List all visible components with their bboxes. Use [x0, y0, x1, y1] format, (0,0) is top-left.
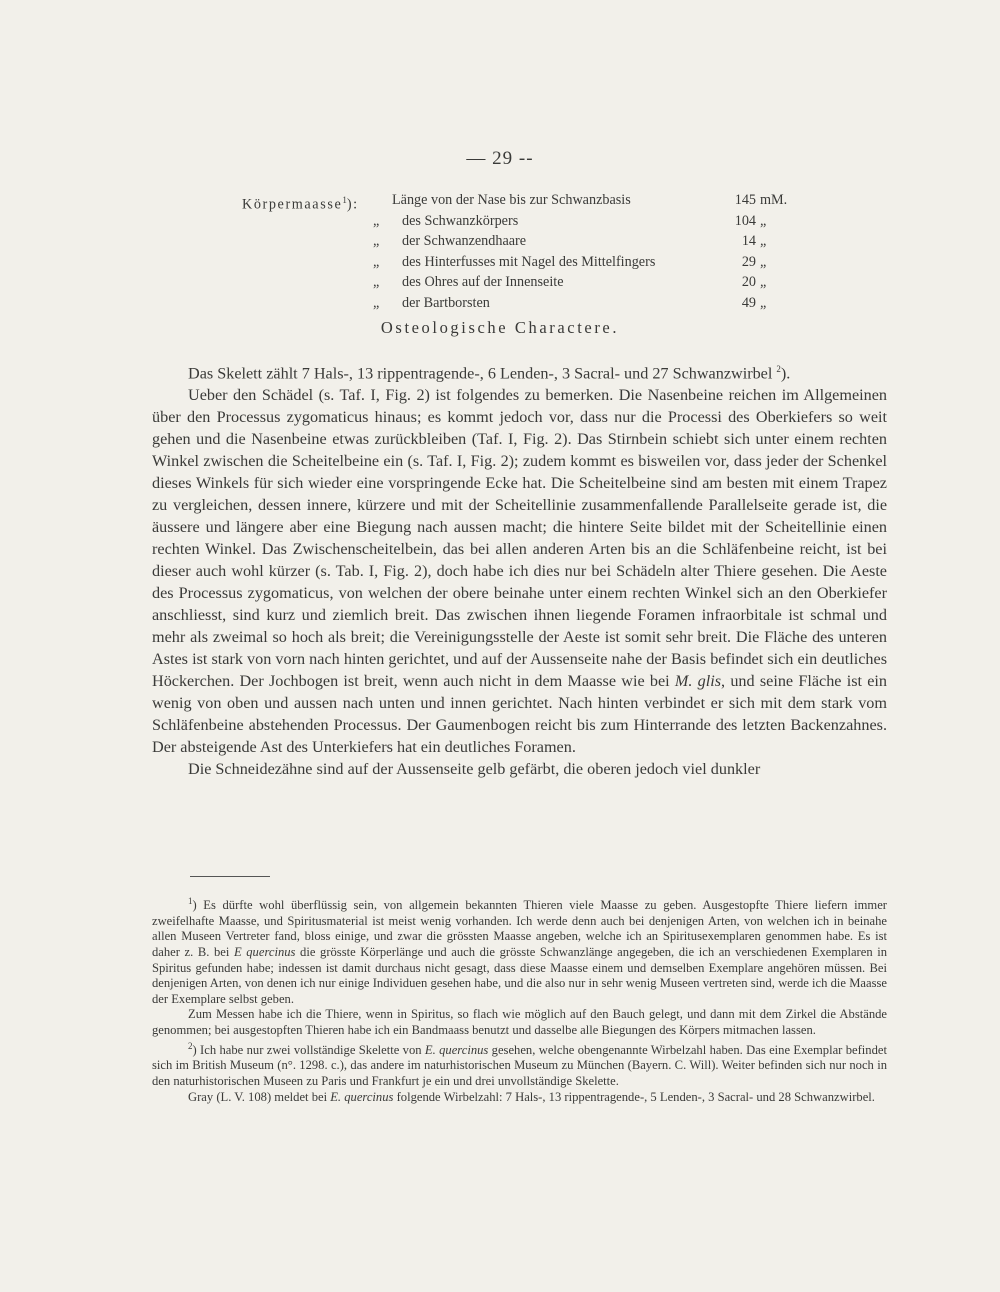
- measurement-value: 20: [741, 274, 756, 290]
- measurement-text: des Schwanzkörpers: [402, 212, 519, 229]
- page-number: — 29 --: [466, 148, 534, 169]
- measurement-unit: „: [760, 294, 767, 311]
- measurement-unit: mM.: [760, 192, 788, 208]
- measurement-value: 29: [741, 253, 756, 270]
- measurement-row: [242, 190, 802, 211]
- measurement-text: des Hinterfusses mit Nagel des Mittelfingers: [402, 253, 656, 270]
- paragraph-teeth: Die Schneidezähne sind auf der Aussenseite gelb gefärbt, die oberen jedoch viel dunkler: [188, 760, 761, 779]
- measurement-row: [242, 272, 802, 293]
- footnote-1-continued: Zum Messen habe ich die Thiere, wenn in Spiritus, so flach wie möglich auf den Bauch gelegt, und dann mit dem Zirkel die Abstände genommen; bei ausgestopften Thieren habe ich ein Bandmaass benutzt und dasselbe alle Biegungen des Körpers mitmachen lassen.: [152, 1007, 887, 1037]
- section-heading: Osteologische Charactere.: [380, 318, 620, 337]
- measurement-unit: „: [760, 212, 767, 229]
- measurements-label-suffix: ):: [346, 196, 359, 213]
- footnote-1: [152, 894, 887, 1007]
- footnote-text: Gray (L. V. 108) meldet bei: [188, 1089, 331, 1104]
- ditto-mark: „: [373, 274, 380, 290]
- ditto-mark: „: [373, 253, 380, 270]
- measurement-unit: „: [760, 274, 767, 290]
- footnote-text: die grösste Körperlänge und auch die grösste Schwanzlänge angegeben, die ich an verschiedenen Exemplaren in Spiritus gefunden habe; indessen ist damit durchaus nicht gesagt, dass diese Maasse einem und demselben Exemplare angehören müssen. Bei denjenigen Arten, von denen ich nur einige Individuen gesehen habe, und die also nur in sehr wenig Museen vertreten sind, werde ich die Maasse der Exemplare selbst geben.: [152, 944, 887, 1006]
- paragraph-text: Ueber den Schädel (s. Taf. I, Fig. 2) ist folgendes zu bemerken. Die Nasenbeine reichen im Allgemeinen über den Processus zygomaticus hinaus; es kommt jedoch vor, dass nur die Processi des Oberkiefers so weit gehen und die Nasenbeine etwas zurückbleiben (Taf. I, Fig. 2). Das Stirnbein schiebt sich unter einem rechten Winkel zwischen die Scheitelbeine ein (s. Taf. I, Fig. 2); zudem kommt es bisweilen vor, dass jeder der Schenkel dieses Winkels für sich wieder eine vorspringende Ecke hat. Die Scheitelbeine sind am besten mit einem Trapez zu vergleichen, dessen innere, kürzere und mit der Scheitellinie zusammenfallende Parallelseite gerade ist, die äussere und längere aber eine Biegung nach aussen macht; die hintere Seite bildet mit der Scheitellinie einen rechten Winkel. Das Zwischenscheitelbein, das bei allen anderen Arten bis an die Schläfenbeine reicht, ist bei dieser auch wohl kürzer (s. Tab. I, Fig. 2), doch habe ich dies nur bei Schädeln alter Thiere gesehen. Die Aeste des Processus zygomaticus, von welchen der obere beinahe unter einem rechten Winkel sich an den Oberkiefer anschliesst, sind kurz und ziemlich breit. Das zwischen ihnen liegende Foramen infraorbitale ist schmal und mehr als zweimal so hoch als breit; die Vereinigungsstelle der Aeste ist somit sehr breit. Die Fläche des unteren Astes ist stark von vorn nach hinten gerichtet, und auf der Aussenseite nahe der Basis befindet sich ein deutliches Höckerchen. Der Jochbogen ist breit, wenn auch nicht in dem Maasse wie bei: [152, 386, 887, 691]
- measurement-text: Länge von der Nase bis zur Schwanzbasis: [392, 192, 631, 208]
- measurements-label-text: Körpermaasse: [242, 196, 343, 213]
- measurement-row: [242, 293, 802, 314]
- body-measurements-block: [242, 190, 802, 313]
- measurement-text: der Schwanzendhaare: [402, 233, 527, 249]
- footnote-text: ) Es dürfte wohl überflüssig sein, von allgemein bekannten Thieren viele Maasse zu geben. Ausgestopfte Thiere liefern immer zweifelhafte Maasse, und Spiritusmaterial ist meist wenig vorhanden. Ich werde denn auch bei denjenigen Arten, von welchen ich in beinahe allen Museen Vertreter fand, bloss einige, und zwar die grössten Maasse angeben, welche ich an Spiritusexemplaren genommen habe. Es ist daher z. B. bei: [152, 898, 887, 959]
- footnote-2: [152, 1039, 887, 1090]
- species-name: M. glis: [674, 672, 722, 691]
- measurement-unit: „: [760, 253, 767, 270]
- measurement-value: 104: [734, 212, 756, 229]
- ditto-mark: „: [373, 212, 380, 229]
- measurement-text: des Ohres auf der Innenseite: [402, 274, 564, 290]
- paragraph-skeleton: [152, 358, 887, 384]
- paragraph-skull: [152, 384, 887, 758]
- measurement-value: 145: [734, 192, 756, 208]
- species-name: E. quercinus: [424, 1042, 489, 1057]
- paragraph-text: , und seine Fläche ist ein wenig von oben und aussen nach unten und innen gerichtet. Nach hinten verbindet er sich mit dem stark vom Schläfenbeine abstehenden Processus. Der Gaumenbogen reicht bis zum Hinterrande des letzten Backenzahnes. Der absteigende Ast des Unterkiefers hat ein deutliches Foramen.: [152, 672, 888, 757]
- measurement-value: 14: [741, 233, 756, 249]
- body-text: [152, 358, 887, 780]
- ditto-mark: „: [373, 294, 380, 311]
- footnote-ref-2: 2: [776, 364, 781, 374]
- species-name: E. quercinus: [330, 1089, 394, 1104]
- footnote-ref-1: 1: [342, 195, 347, 205]
- measurement-unit: „: [760, 233, 767, 249]
- measurement-row: [242, 252, 802, 273]
- paragraph-text: Das Skelett zählt 7 Hals-, 13 rippentragende-, 6 Lenden-, 3 Sacral- und 27 Schwanzwirbel: [188, 364, 777, 383]
- species-name: E quercinus: [233, 944, 296, 959]
- measurement-row: [242, 211, 802, 232]
- footnote-text: ) Ich habe nur zwei vollständige Skelette von: [192, 1042, 425, 1057]
- measurement-text: der Bartborsten: [402, 294, 490, 311]
- ditto-mark: „: [373, 233, 380, 249]
- footnote-mark: 2: [188, 1040, 193, 1051]
- footnote-mark: 1: [188, 896, 193, 906]
- footnotes: [152, 894, 887, 1105]
- measurement-row: [242, 231, 802, 252]
- paragraph-text: ).: [780, 364, 791, 383]
- measurement-value: 49: [741, 294, 756, 311]
- footnote-2-continued: [152, 1090, 887, 1106]
- footnote-text: gesehen, welche obengenannte Wirbelzahl haben. Das eine Exemplar befindet sich im British Museum (n°. 1298. c.), das andere im naturhistorischen Museum zu München (Bayern. C. Will). Weiter befinden sich nur noch in den naturhistorischen Museen zu Paris und Frankfurt je ein und drei unvollständige Skelette.: [152, 1042, 887, 1088]
- footnote-text: folgende Wirbelzahl: 7 Hals-, 13 rippentragende-, 5 Lenden-, 3 Sacral- und 28 Schwanzwirbel.: [393, 1089, 875, 1104]
- footnote-divider: [190, 876, 270, 877]
